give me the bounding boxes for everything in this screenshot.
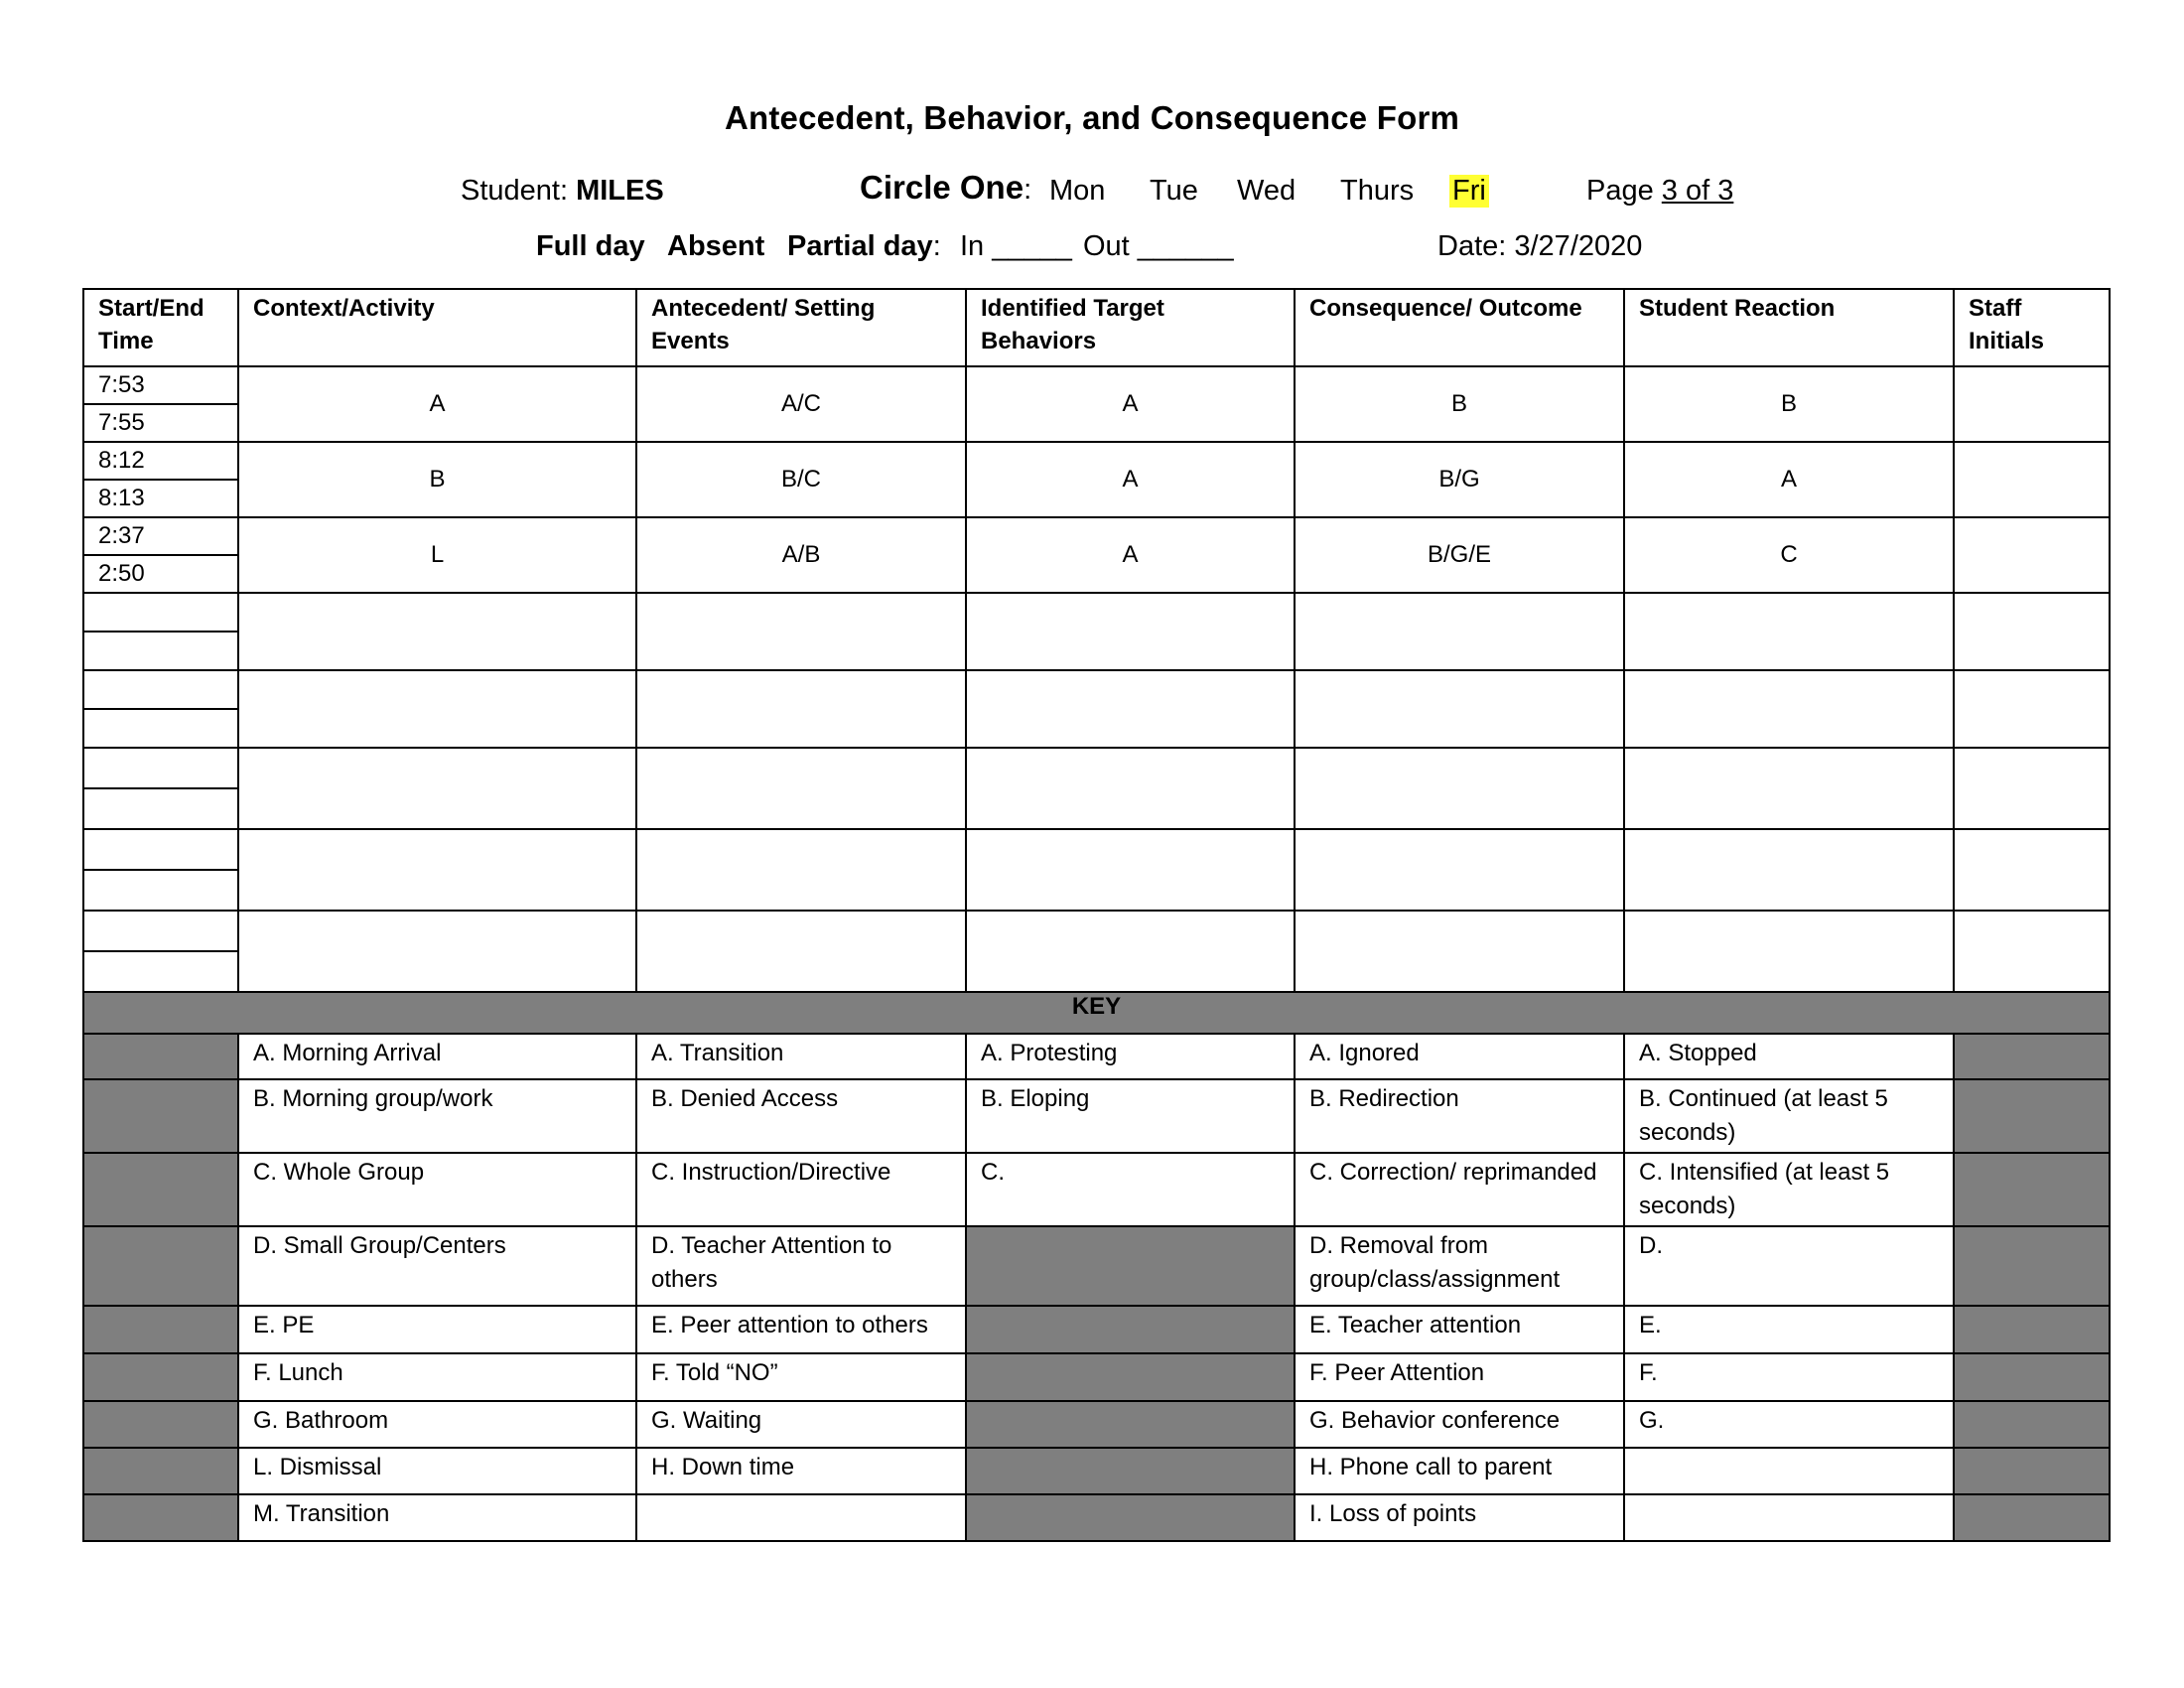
- start-time[interactable]: [83, 670, 238, 709]
- reaction-code[interactable]: [1624, 829, 1954, 911]
- key-gray-cell: [1954, 1353, 2110, 1401]
- day-fri-selected[interactable]: Fri: [1449, 175, 1489, 208]
- antecedent-code[interactable]: [636, 911, 966, 992]
- end-time[interactable]: [83, 870, 238, 911]
- key-gray-cell: [966, 1226, 1295, 1306]
- key-behavior: A. Protesting: [966, 1034, 1295, 1079]
- key-antecedent: B. Denied Access: [636, 1079, 966, 1153]
- staff-initials[interactable]: [1954, 517, 2110, 593]
- behavior-code[interactable]: A: [966, 366, 1295, 442]
- key-consequence: B. Redirection: [1295, 1079, 1624, 1153]
- key-context: F. Lunch: [238, 1353, 636, 1401]
- end-time[interactable]: [83, 788, 238, 829]
- key-gray-cell: [83, 1153, 238, 1226]
- table-row: [83, 748, 2110, 788]
- antecedent-code[interactable]: A/C: [636, 366, 966, 442]
- start-time[interactable]: [83, 748, 238, 788]
- antecedent-code[interactable]: [636, 748, 966, 829]
- staff-initials[interactable]: [1954, 748, 2110, 829]
- staff-initials[interactable]: [1954, 670, 2110, 748]
- behavior-code[interactable]: [966, 748, 1295, 829]
- out-time-field[interactable]: Out ______: [1083, 230, 1234, 262]
- context-code[interactable]: [238, 829, 636, 911]
- consequence-code[interactable]: [1295, 748, 1624, 829]
- context-code[interactable]: [238, 748, 636, 829]
- antecedent-code[interactable]: [636, 670, 966, 748]
- key-context: C. Whole Group: [238, 1153, 636, 1226]
- key-reaction: [1624, 1448, 1954, 1494]
- end-time[interactable]: 7:55: [83, 404, 238, 442]
- key-gray-cell: [83, 1494, 238, 1541]
- context-code[interactable]: [238, 670, 636, 748]
- key-gray-cell: [1954, 1034, 2110, 1079]
- key-context: B. Morning group/work: [238, 1079, 636, 1153]
- key-gray-cell: [83, 1448, 238, 1494]
- consequence-code[interactable]: B: [1295, 366, 1624, 442]
- table-row: [83, 670, 2110, 709]
- key-row: [83, 1448, 2110, 1494]
- staff-initials[interactable]: [1954, 366, 2110, 442]
- key-row: [83, 1494, 2110, 1541]
- table-row: [83, 517, 2110, 555]
- key-consequence: E. Teacher attention: [1295, 1306, 1624, 1353]
- key-row: [83, 1226, 2110, 1306]
- full-day-option[interactable]: [536, 230, 645, 263]
- table-row: [83, 829, 2110, 870]
- student-name: MILES: [576, 175, 664, 207]
- partial-day-label: Partial day: [787, 230, 933, 262]
- key-gray-cell: [83, 1306, 238, 1353]
- header-line-2: [0, 230, 2184, 274]
- key-antecedent: G. Waiting: [636, 1401, 966, 1448]
- col-header-consequence: Consequence/ Outcome: [1295, 289, 1624, 366]
- key-behavior: C.: [966, 1153, 1295, 1226]
- consequence-code[interactable]: [1295, 670, 1624, 748]
- start-time[interactable]: [83, 911, 238, 951]
- col-header-antecedent: Antecedent/ Setting Events: [636, 289, 966, 366]
- key-label: KEY: [83, 992, 2110, 1034]
- consequence-code[interactable]: B/G/E: [1295, 517, 1624, 593]
- day-thurs[interactable]: Thurs: [1340, 175, 1415, 207]
- key-consequence: C. Correction/ reprimanded: [1295, 1153, 1624, 1226]
- student-field: [461, 175, 664, 208]
- key-gray-cell: [83, 1079, 238, 1153]
- key-antecedent: [636, 1494, 966, 1541]
- start-time[interactable]: 2:37: [83, 517, 238, 555]
- behavior-code[interactable]: [966, 911, 1295, 992]
- table-row: [83, 593, 2110, 632]
- key-antecedent: A. Transition: [636, 1034, 966, 1079]
- consequence-code[interactable]: B/G: [1295, 442, 1624, 517]
- context-code[interactable]: L: [238, 517, 636, 593]
- end-time[interactable]: [83, 951, 238, 992]
- col-header-time: Start/End Time: [83, 289, 238, 366]
- key-row: [83, 1153, 2110, 1226]
- behavior-code[interactable]: [966, 829, 1295, 911]
- full-day-label: Full day: [536, 230, 645, 262]
- consequence-code[interactable]: [1295, 829, 1624, 911]
- key-header-row: [83, 992, 2110, 1034]
- key-gray-cell: [966, 1353, 1295, 1401]
- staff-initials[interactable]: [1954, 593, 2110, 670]
- key-row: [83, 1401, 2110, 1448]
- header-line-1: [0, 169, 2184, 216]
- key-antecedent: D. Teacher Attention to others: [636, 1226, 966, 1306]
- page-label: Page: [1586, 175, 1654, 207]
- circle-one-label: [860, 169, 1031, 207]
- key-gray-cell: [1954, 1306, 2110, 1353]
- key-consequence: H. Phone call to parent: [1295, 1448, 1624, 1494]
- end-time[interactable]: [83, 632, 238, 670]
- key-antecedent: E. Peer attention to others: [636, 1306, 966, 1353]
- key-consequence: I. Loss of points: [1295, 1494, 1624, 1541]
- page-value: 3 of 3: [1661, 175, 1734, 207]
- key-antecedent: F. Told “NO”: [636, 1353, 966, 1401]
- behavior-code[interactable]: [966, 670, 1295, 748]
- key-row: [83, 1079, 2110, 1153]
- reaction-code[interactable]: B: [1624, 366, 1954, 442]
- table-row: [83, 366, 2110, 404]
- key-gray-cell: [83, 1353, 238, 1401]
- key-reaction: C. Intensified (at least 5 seconds): [1624, 1153, 1954, 1226]
- staff-initials[interactable]: [1954, 911, 2110, 992]
- key-behavior: B. Eloping: [966, 1079, 1295, 1153]
- staff-initials[interactable]: [1954, 442, 2110, 517]
- antecedent-code[interactable]: A/B: [636, 517, 966, 593]
- context-code[interactable]: A: [238, 366, 636, 442]
- day-tue[interactable]: Tue: [1150, 175, 1198, 207]
- day-wed[interactable]: Wed: [1237, 175, 1297, 207]
- consequence-code[interactable]: [1295, 593, 1624, 670]
- antecedent-code[interactable]: [636, 829, 966, 911]
- key-context: G. Bathroom: [238, 1401, 636, 1448]
- day-mon[interactable]: Mon: [1049, 175, 1106, 207]
- antecedent-code[interactable]: [636, 593, 966, 670]
- start-time[interactable]: [83, 829, 238, 870]
- reaction-code[interactable]: [1624, 670, 1954, 748]
- in-time-field[interactable]: In _____: [960, 230, 1072, 262]
- antecedent-code[interactable]: B/C: [636, 442, 966, 517]
- key-context: M. Transition: [238, 1494, 636, 1541]
- key-gray-cell: [1954, 1494, 2110, 1541]
- start-time[interactable]: 7:53: [83, 366, 238, 404]
- circle-one-colon: :: [1024, 174, 1032, 206]
- key-consequence: F. Peer Attention: [1295, 1353, 1624, 1401]
- circle-one-text: Circle One: [860, 169, 1024, 206]
- key-context: A. Morning Arrival: [238, 1034, 636, 1079]
- key-gray-cell: [1954, 1401, 2110, 1448]
- end-time[interactable]: 8:13: [83, 480, 238, 517]
- start-time[interactable]: [83, 593, 238, 632]
- key-reaction: [1624, 1494, 1954, 1541]
- key-row: [83, 1034, 2110, 1079]
- key-gray-cell: [1954, 1226, 2110, 1306]
- table-row: [83, 442, 2110, 480]
- reaction-code[interactable]: [1624, 593, 1954, 670]
- end-time[interactable]: 2:50: [83, 555, 238, 593]
- key-gray-cell: [966, 1448, 1295, 1494]
- key-context: L. Dismissal: [238, 1448, 636, 1494]
- behavior-code[interactable]: [966, 593, 1295, 670]
- behavior-code[interactable]: A: [966, 517, 1295, 593]
- absent-option[interactable]: [667, 230, 764, 263]
- staff-initials[interactable]: [1954, 829, 2110, 911]
- key-row: [83, 1353, 2110, 1401]
- col-header-context: Context/Activity: [238, 289, 636, 366]
- key-reaction: D.: [1624, 1226, 1954, 1306]
- key-row: [83, 1306, 2110, 1353]
- consequence-code[interactable]: [1295, 911, 1624, 992]
- key-antecedent: H. Down time: [636, 1448, 966, 1494]
- key-reaction: E.: [1624, 1306, 1954, 1353]
- context-code[interactable]: [238, 911, 636, 992]
- key-gray-cell: [966, 1306, 1295, 1353]
- table-row: [83, 911, 2110, 951]
- key-reaction: G.: [1624, 1401, 1954, 1448]
- reaction-code[interactable]: C: [1624, 517, 1954, 593]
- reaction-code[interactable]: A: [1624, 442, 1954, 517]
- key-gray-cell: [83, 1226, 238, 1306]
- key-context: D. Small Group/Centers: [238, 1226, 636, 1306]
- key-gray-cell: [966, 1494, 1295, 1541]
- key-gray-cell: [1954, 1448, 2110, 1494]
- form-title: Antecedent, Behavior, and Consequence Form: [724, 99, 1460, 136]
- key-gray-cell: [1954, 1079, 2110, 1153]
- context-code[interactable]: [238, 593, 636, 670]
- context-code[interactable]: B: [238, 442, 636, 517]
- key-consequence: D. Removal from group/class/assignment: [1295, 1226, 1624, 1306]
- table-header-row: [83, 289, 2110, 366]
- page-indicator: [1586, 175, 1733, 208]
- key-gray-cell: [966, 1401, 1295, 1448]
- reaction-code[interactable]: [1624, 911, 1954, 992]
- abc-form-table: [82, 288, 2111, 1542]
- absent-label: Absent: [667, 230, 765, 262]
- end-time[interactable]: [83, 709, 238, 748]
- col-header-reaction: Student Reaction: [1624, 289, 1954, 366]
- key-gray-cell: [83, 1034, 238, 1079]
- key-context: E. PE: [238, 1306, 636, 1353]
- behavior-code[interactable]: A: [966, 442, 1295, 517]
- key-reaction: B. Continued (at least 5 seconds): [1624, 1079, 1954, 1153]
- key-antecedent: C. Instruction/Directive: [636, 1153, 966, 1226]
- col-header-behavior: Identified Target Behaviors: [966, 289, 1295, 366]
- reaction-code[interactable]: [1624, 748, 1954, 829]
- key-gray-cell: [83, 1401, 238, 1448]
- col-header-initials: Staff Initials: [1954, 289, 2110, 366]
- key-reaction: F.: [1624, 1353, 1954, 1401]
- key-consequence: G. Behavior conference: [1295, 1401, 1624, 1448]
- date-field: Date: 3/27/2020: [1437, 230, 1643, 262]
- key-gray-cell: [1954, 1153, 2110, 1226]
- partial-day-option[interactable]: Partial day:: [787, 230, 941, 262]
- key-consequence: A. Ignored: [1295, 1034, 1624, 1079]
- student-label: Student:: [461, 175, 569, 207]
- start-time[interactable]: 8:12: [83, 442, 238, 480]
- key-reaction: A. Stopped: [1624, 1034, 1954, 1079]
